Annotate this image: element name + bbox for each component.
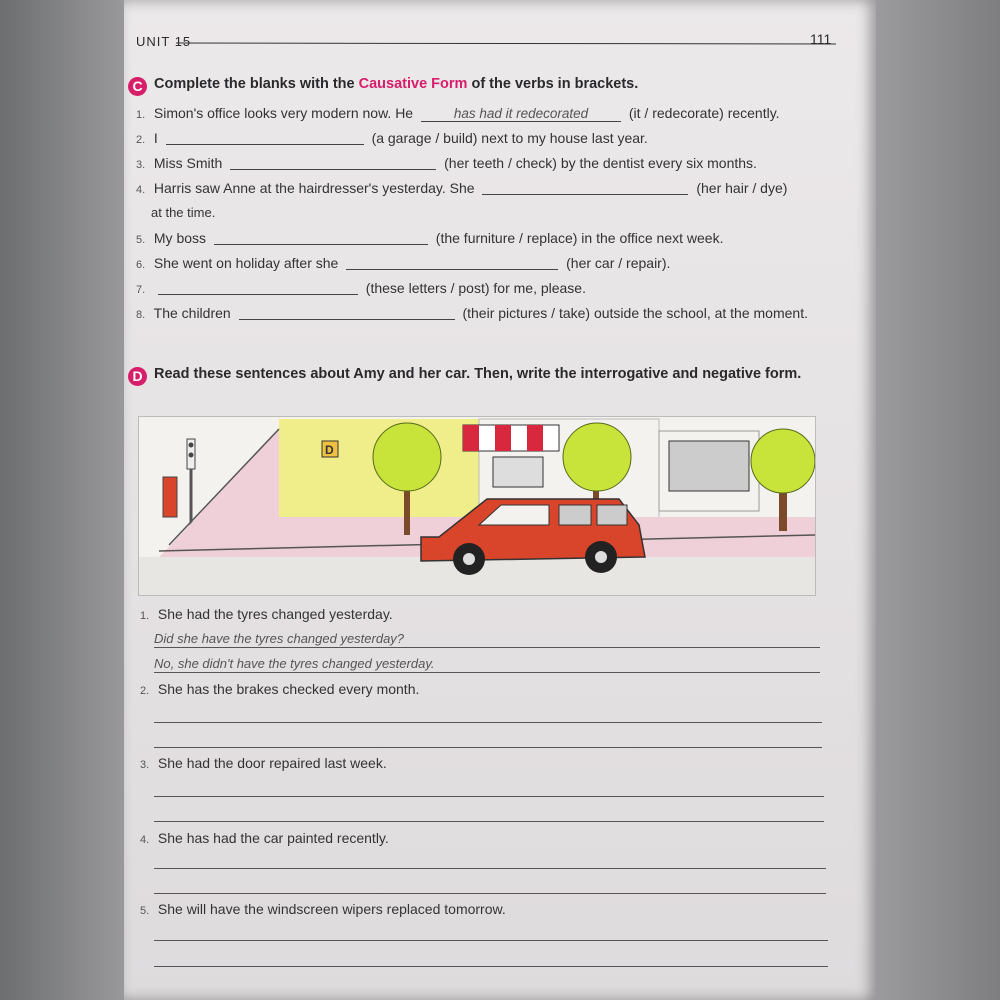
section-c-badge: C: [128, 77, 147, 96]
d-item-1: [140, 606, 393, 622]
item-sentence: She had the tyres changed yesterday.: [157, 606, 393, 622]
item-number: 8.: [136, 309, 146, 321]
item-text-post: (the furniture / replace) in the office next week.: [435, 230, 724, 246]
section-c-heading-post: of the verbs in brackets.: [467, 76, 639, 92]
item-text-post: (her teeth / check) by the dentist every six months.: [444, 155, 757, 171]
header-rule: [176, 43, 836, 45]
section-c-heading-highlight: Causative Form: [358, 76, 468, 92]
item-sentence: She has had the car painted recently.: [157, 830, 389, 846]
c-item-5: [136, 230, 723, 246]
shop-window: [669, 441, 749, 491]
answer-line: [154, 966, 828, 967]
item-text-pre: Simon's office looks very modern now. He: [153, 105, 414, 121]
item-number: 3.: [136, 159, 146, 171]
c-item-8: [136, 305, 808, 321]
c-item-4: [136, 180, 787, 196]
item-sentence: She had the door repaired last week.: [157, 755, 387, 771]
item-text-post: (her car / repair).: [566, 255, 671, 271]
c-item-6: [136, 255, 670, 271]
unit-label: UNIT 15: [136, 34, 192, 49]
background-left: [0, 0, 128, 1000]
workbook-page: [124, 0, 876, 1000]
answer-line: [154, 893, 826, 894]
item-text-pre: She went on holiday after she: [153, 255, 339, 271]
answer-line: [154, 672, 820, 673]
item-number: 5.: [136, 234, 146, 246]
answer-line: [154, 796, 824, 797]
item-sentence: She has the brakes checked every month.: [157, 681, 420, 697]
item-text-pre: I: [153, 130, 158, 146]
c-item-3: [136, 155, 757, 171]
item-number: 2.: [140, 685, 150, 697]
section-c-heading-pre: Complete the blanks with the: [154, 76, 359, 92]
answer-field[interactable]: [230, 155, 436, 170]
answer-field[interactable]: [346, 255, 558, 270]
background-right: [872, 0, 1000, 1000]
d-item-2: [140, 681, 419, 697]
c-item-4-continued: at the time.: [151, 205, 216, 220]
post-box: [163, 477, 177, 517]
answer-line: [154, 647, 820, 648]
answer-line: [154, 940, 828, 941]
answer-field[interactable]: has had it redecorated: [421, 106, 621, 122]
item-number: 5.: [140, 905, 150, 917]
section-d-heading: Read these sentences about Amy and her car. Then, write the interrogative and negative form.: [154, 366, 802, 382]
shop-sign-letter: D: [325, 443, 334, 457]
c-item-7: [136, 280, 586, 296]
item-text-pre: Harris saw Anne at the hairdresser's yesterday. She: [153, 180, 475, 196]
item-number: 4.: [140, 834, 150, 846]
d-item-4: [140, 830, 389, 846]
item-text-post: (these letters / post) for me, please.: [365, 280, 586, 296]
answer-line: [154, 722, 822, 723]
item-number: 1.: [136, 109, 146, 121]
item-text-post: (their pictures / take) outside the school, at the moment.: [462, 305, 808, 321]
answer-field[interactable]: [166, 130, 364, 145]
item-number: 6.: [136, 259, 146, 271]
answer-field[interactable]: [158, 280, 358, 295]
answer-field[interactable]: [214, 230, 428, 245]
item-number: 3.: [140, 759, 150, 771]
section-d-badge: D: [128, 367, 147, 386]
c-item-2: [136, 130, 648, 146]
d-item-5: [140, 901, 506, 917]
answer-field[interactable]: [239, 305, 455, 320]
answer-field[interactable]: [482, 180, 688, 195]
item-text-post: (her hair / dye): [696, 180, 788, 196]
item-text-pre: Miss Smith: [153, 155, 223, 171]
item-sentence: She will have the windscreen wipers replaced tomorrow.: [157, 901, 506, 917]
item-number: 4.: [136, 184, 146, 196]
street-illustration: [138, 416, 816, 596]
answer-line: [154, 868, 826, 869]
c-item-1: [136, 105, 780, 122]
item-text-pre: The children: [153, 305, 231, 321]
item-number: 7.: [136, 284, 146, 296]
d-item-1-negative[interactable]: No, she didn't have the tyres changed yesterday.: [154, 656, 435, 671]
section-c-heading: [154, 76, 638, 92]
d-item-1-interrogative[interactable]: Did she have the tyres changed yesterday?: [154, 631, 405, 646]
item-text-pre: My boss: [153, 230, 207, 246]
item-number: 1.: [140, 610, 150, 622]
item-text-post: (a garage / build) next to my house last year.: [371, 130, 648, 146]
item-text-post: (it / redecorate) recently.: [628, 105, 780, 121]
item-number: 2.: [136, 134, 146, 146]
answer-line: [154, 747, 822, 748]
d-item-3: [140, 755, 387, 771]
answer-line: [154, 821, 824, 822]
page-number: 111: [810, 31, 832, 47]
